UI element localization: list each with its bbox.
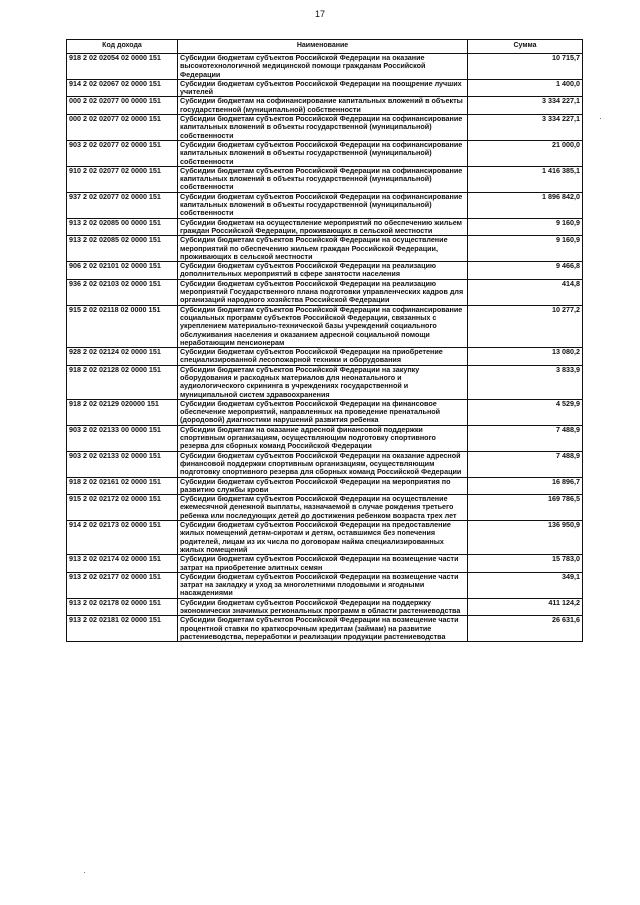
revenue-sum: 9 160,9 — [468, 236, 583, 262]
revenue-code: 918 2 02 02054 02 0000 151 — [67, 54, 178, 80]
header-code: Код дохода — [67, 40, 178, 54]
revenue-code: 918 2 02 02129 020000 151 — [67, 399, 178, 425]
revenue-sum: 136 950,9 — [468, 521, 583, 555]
revenue-sum: 10 277,2 — [468, 305, 583, 347]
revenue-sum: 7 488,9 — [468, 451, 583, 477]
revenue-code: 906 2 02 02101 02 0000 151 — [67, 262, 178, 280]
revenue-name: Субсидии бюджетам субъектов Российской Федерации на софинансирование капитальных вложений в объекты государственной (муниципальной) собственности — [178, 166, 468, 192]
revenue-code: 000 2 02 02077 02 0000 151 — [67, 115, 178, 141]
revenue-code: 903 2 02 02133 00 0000 151 — [67, 425, 178, 451]
revenue-name: Субсидии бюджетам субъектов Российской Федерации на оказание адресной финансовой поддержки спортивным организациям, осуществляющим подготовку спортивного резерва для сборных команд Российской Федерации — [178, 451, 468, 477]
revenue-name: Субсидии бюджетам на осуществление мероприятий по обеспечению жильем граждан Российской Федерации, проживающих в сельской местности — [178, 218, 468, 236]
revenue-name: Субсидии бюджетам субъектов Российской Федерации на возмещение части затрат на закладку и уход за многолетними плодовыми и ягодными насаждениями — [178, 572, 468, 598]
revenue-name: Субсидии бюджетам субъектов Российской Федерации на возмещение части затрат на приобретение элитных семян — [178, 555, 468, 573]
revenue-sum: 1 896 842,0 — [468, 192, 583, 218]
table-row — [67, 97, 583, 115]
table-row — [67, 495, 583, 521]
revenue-name: Субсидии бюджетам субъектов Российской Федерации на поддержку экономически значимых региональных программ в области растениеводства — [178, 598, 468, 616]
table-row — [67, 236, 583, 262]
revenue-name: Субсидии бюджетам субъектов Российской Федерации на софинансирование капитальных вложений в объекты государственной (муниципальной) собственности — [178, 140, 468, 166]
table-row — [67, 572, 583, 598]
revenue-name: Субсидии бюджетам субъектов Российской Федерации на софинансирование социальных программ субъектов Российской Федерации, связанных с укреплением материально-технической базы учреждений социального обслуживания населения и оказанием адресной социальной помощи неработающим пенсионерам — [178, 305, 468, 347]
header-name: Наименование — [178, 40, 468, 54]
revenue-name: Субсидии бюджетам субъектов Российской Федерации на осуществление мероприятий по обеспечению жильем граждан Российской Федерации, проживающих в сельской местности — [178, 236, 468, 262]
table-row — [67, 115, 583, 141]
revenue-sum: 26 631,6 — [468, 616, 583, 642]
revenue-name: Субсидии бюджетам субъектов Российской Федерации на предоставление жилых помещений детям-сиротам и детям, оставшимся без попечения родителей, лицам из их числа по договорам найма специализированных жилых помещений — [178, 521, 468, 555]
revenue-name: Субсидии бюджетам субъектов Российской Федерации на софинансирование капитальных вложений в объекты государственной (муниципальной) собственности — [178, 115, 468, 141]
revenue-code: 918 2 02 02128 02 0000 151 — [67, 365, 178, 399]
revenue-code: 937 2 02 02077 02 0000 151 — [67, 192, 178, 218]
revenue-code: 918 2 02 02161 02 0000 151 — [67, 477, 178, 495]
table-row — [67, 218, 583, 236]
revenue-code: 903 2 02 02077 02 0000 151 — [67, 140, 178, 166]
revenue-name: Субсидии бюджетам субъектов Российской Федерации на приобретение специализированной лесопожарной техники и оборудования — [178, 348, 468, 366]
revenue-code: 913 2 02 02174 02 0000 151 — [67, 555, 178, 573]
table-row — [67, 399, 583, 425]
revenue-sum: 9 466,8 — [468, 262, 583, 280]
revenue-sum: 3 334 227,1 — [468, 115, 583, 141]
revenue-sum: 15 783,0 — [468, 555, 583, 573]
revenue-code: 913 2 02 02085 02 0000 151 — [67, 236, 178, 262]
scan-speck — [600, 118, 601, 119]
revenue-table — [66, 39, 583, 642]
table-row — [67, 598, 583, 616]
table-row — [67, 616, 583, 642]
table-row — [67, 79, 583, 97]
revenue-code: 928 2 02 02124 02 0000 151 — [67, 348, 178, 366]
revenue-code: 913 2 02 02177 02 0000 151 — [67, 572, 178, 598]
revenue-name: Субсидии бюджетам субъектов Российской Федерации на реализацию мероприятий Государственного плана подготовки управленческих кадров для организаций народного хозяйства Российской Федерации — [178, 279, 468, 305]
revenue-name: Субсидии бюджетам субъектов Российской Федерации на финансовое обеспечение мероприятий, направленных на проведение пренатальной (дородовой) диагностики нарушений развития ребенка — [178, 399, 468, 425]
revenue-code: 915 2 02 02118 02 0000 151 — [67, 305, 178, 347]
revenue-sum: 349,1 — [468, 572, 583, 598]
table-row — [67, 54, 583, 80]
revenue-sum: 13 080,2 — [468, 348, 583, 366]
revenue-name: Субсидии бюджетам субъектов Российской Федерации на поощрение лучших учителей — [178, 79, 468, 97]
revenue-name: Субсидии бюджетам на оказание адресной финансовой поддержки спортивным организациям, осуществляющим подготовку спортивного резерва для сборных команд Российской Федерации — [178, 425, 468, 451]
revenue-code: 000 2 02 02077 00 0000 151 — [67, 97, 178, 115]
revenue-code: 913 2 02 02181 02 0000 151 — [67, 616, 178, 642]
revenue-sum: 16 896,7 — [468, 477, 583, 495]
table-row — [67, 477, 583, 495]
revenue-name: Субсидии бюджетам на софинансирование капитальных вложений в объекты государственной (муниципальной) собственности — [178, 97, 468, 115]
table-row — [67, 279, 583, 305]
table-body — [67, 54, 583, 642]
revenue-code: 910 2 02 02077 02 0000 151 — [67, 166, 178, 192]
revenue-sum: 4 529,9 — [468, 399, 583, 425]
revenue-sum: 9 160,9 — [468, 218, 583, 236]
revenue-name: Субсидии бюджетам субъектов Российской Федерации на реализацию дополнительных мероприятий в сфере занятости населения — [178, 262, 468, 280]
table-row — [67, 451, 583, 477]
table-row — [67, 425, 583, 451]
revenue-name: Субсидии бюджетам субъектов Российской Федерации на осуществление ежемесячной денежной выплаты, назначаемой в случае рождения третьего ребенка или последующих детей до достижения ребенком возраста трех лет — [178, 495, 468, 521]
table-row — [67, 365, 583, 399]
revenue-sum: 169 786,5 — [468, 495, 583, 521]
revenue-sum: 1 400,0 — [468, 79, 583, 97]
table-row — [67, 140, 583, 166]
revenue-name: Субсидии бюджетам субъектов Российской Федерации на софинансирование капитальных вложений в объекты государственной (муниципальной) собственности — [178, 192, 468, 218]
revenue-sum: 21 000,0 — [468, 140, 583, 166]
page-number: 17 — [314, 9, 325, 19]
revenue-code: 914 2 02 02173 02 0000 151 — [67, 521, 178, 555]
table-row — [67, 192, 583, 218]
revenue-name: Субсидии бюджетам субъектов Российской Федерации на возмещение части процентной ставки по краткосрочным кредитам (займам) на развитие растениеводства, переработки и реализации продукции растениеводства — [178, 616, 468, 642]
table-row — [67, 166, 583, 192]
table-row — [67, 305, 583, 347]
table-row — [67, 521, 583, 555]
revenue-sum: 414,8 — [468, 279, 583, 305]
scan-speck — [84, 872, 85, 873]
revenue-code: 936 2 02 02103 02 0000 151 — [67, 279, 178, 305]
revenue-sum: 10 715,7 — [468, 54, 583, 80]
revenue-name: Субсидии бюджетам субъектов Российской Федерации на закупку оборудования и расходных материалов для неонатального и аудиологического скрининга в учреждениях государственной и муниципальной систем здравоохранения — [178, 365, 468, 399]
revenue-name: Субсидии бюджетам субъектов Российской Федерации на мероприятия по развитию службы крови — [178, 477, 468, 495]
revenue-sum: 3 334 227,1 — [468, 97, 583, 115]
header-sum: Сумма — [468, 40, 583, 54]
table-header-row — [67, 40, 583, 54]
revenue-sum: 1 416 385,1 — [468, 166, 583, 192]
revenue-sum: 3 833,9 — [468, 365, 583, 399]
revenue-code: 914 2 02 02067 02 0000 151 — [67, 79, 178, 97]
revenue-code: 913 2 02 02085 00 0000 151 — [67, 218, 178, 236]
table-row — [67, 348, 583, 366]
revenue-name: Субсидии бюджетам субъектов Российской Федерации на оказание высокотехнологичной медицинской помощи гражданам Российской Федерации — [178, 54, 468, 80]
revenue-sum: 411 124,2 — [468, 598, 583, 616]
revenue-code: 915 2 02 02172 02 0000 151 — [67, 495, 178, 521]
revenue-sum: 7 488,9 — [468, 425, 583, 451]
revenue-code: 903 2 02 02133 02 0000 151 — [67, 451, 178, 477]
table-row — [67, 262, 583, 280]
table-row — [67, 555, 583, 573]
revenue-code: 913 2 02 02178 02 0000 151 — [67, 598, 178, 616]
